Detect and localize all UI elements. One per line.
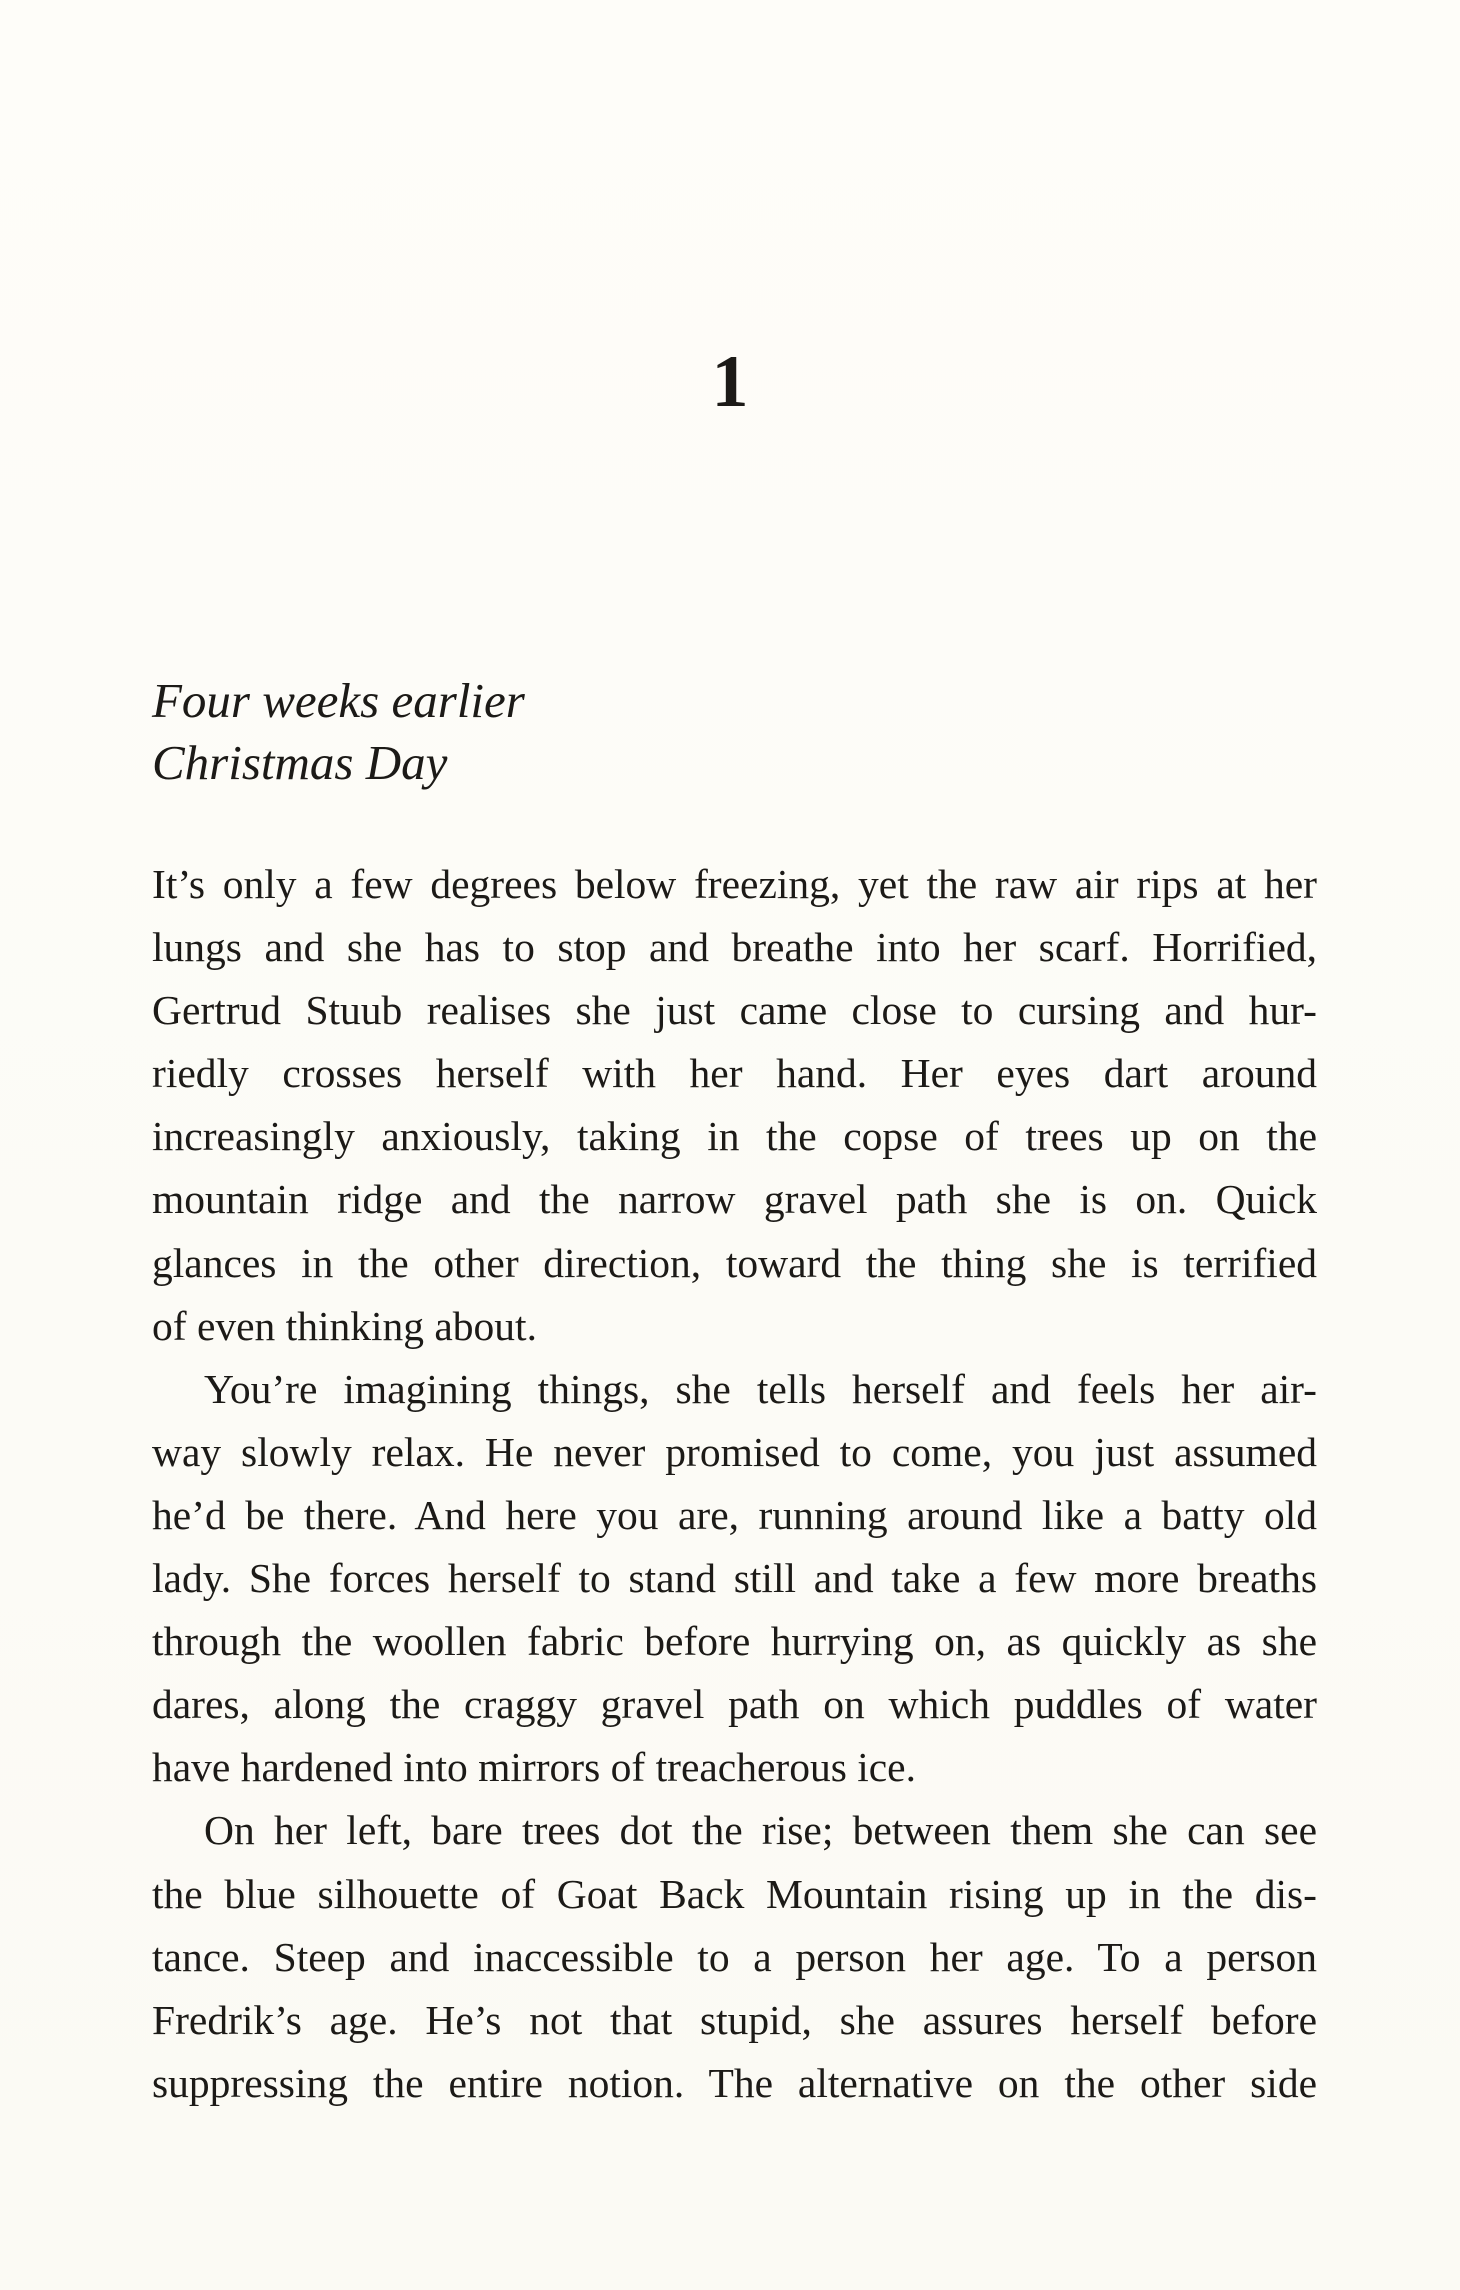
text-line: he’d be there. And here you are, running around like a batty old <box>152 1491 1317 1538</box>
text-line: Gertrud Stuub realises she just came close to cursing and hur- <box>152 987 1317 1034</box>
text-line: way slowly relax. He never promised to come, you just assumed <box>152 1428 1317 1475</box>
text-line: tance. Steep and inaccessible to a person her age. To a person <box>152 1933 1317 1980</box>
chapter-number: 1 <box>711 341 749 423</box>
paragraph-1 <box>152 853 1317 1358</box>
text-line: You’re imagining things, she tells herself and feels her air- <box>204 1365 1317 1412</box>
text-line: On her left, bare trees dot the rise; between them she can see <box>204 1807 1317 1854</box>
text-line: of even thinking about. <box>152 1302 537 1349</box>
text-line: lungs and she has to stop and breathe into her scarf. Horrified, <box>152 924 1317 971</box>
paragraph-2 <box>152 1358 1317 1800</box>
text-line: suppressing the entire notion. The alternative on the other side <box>152 2059 1317 2106</box>
text-line: glances in the other direction, toward the thing she is terrified <box>152 1239 1317 1286</box>
subheading-time: Four weeks earlier <box>152 673 525 728</box>
text-line: increasingly anxiously, taking in the copse of trees up on the <box>152 1113 1317 1160</box>
chapter-subheading <box>152 670 525 794</box>
subheading-day: Christmas Day <box>152 735 448 790</box>
text-line: the blue silhouette of Goat Back Mountain rising up in the dis- <box>152 1870 1317 1917</box>
text-line: riedly crosses herself with her hand. Her eyes dart around <box>152 1050 1317 1097</box>
paragraph-3 <box>152 1799 1317 2114</box>
text-line: It’s only a few degrees below freezing, yet the raw air rips at her <box>152 861 1317 907</box>
text-line: through the woollen fabric before hurrying on, as quickly as she <box>152 1618 1317 1665</box>
text-line: mountain ridge and the narrow gravel path she is on. Quick <box>152 1176 1317 1223</box>
text-line: Fredrik’s age. He’s not that stupid, she assures herself before <box>152 1996 1317 2043</box>
body-text <box>152 853 1317 2115</box>
text-line: lady. She forces herself to stand still and take a few more breaths <box>152 1555 1317 1602</box>
text-line: dares, along the craggy gravel path on which puddles of water <box>152 1681 1317 1728</box>
text-line: have hardened into mirrors of treacherous ice. <box>152 1744 916 1791</box>
